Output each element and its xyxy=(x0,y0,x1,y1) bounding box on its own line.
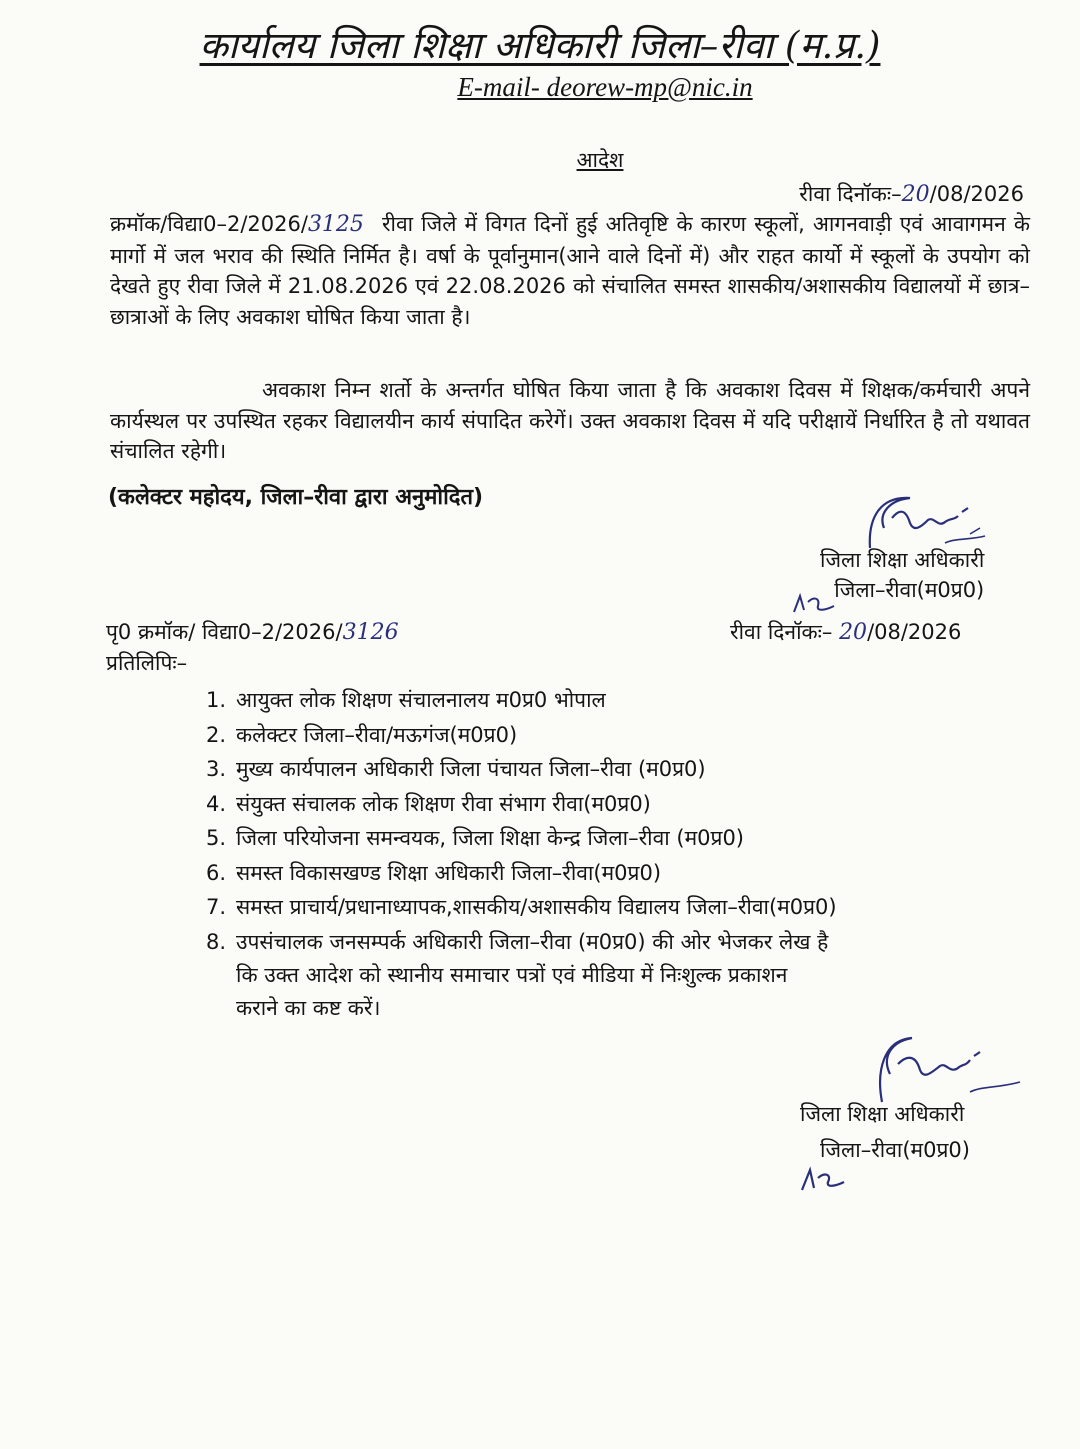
endorsement-date-rest: /08/2026 xyxy=(867,620,962,644)
order-date-rest: /08/2026 xyxy=(929,182,1024,206)
list-item-number: 8. xyxy=(206,929,227,954)
list-item-text: समस्त प्राचार्य/प्रधानाध्यापक,शासकीय/अशासकीय विद्यालय जिला–रीवा(म0प्र0) xyxy=(236,895,837,919)
copy-to-label: प्रतिलिपिः– xyxy=(106,651,188,675)
list-item xyxy=(206,718,1036,753)
order-date-prefix: रीवा दिनॉकः– xyxy=(799,182,902,206)
endorsement-ref-number-handwritten: 3126 xyxy=(342,620,399,645)
signature-1-district: जिला–रीवा(म0प्र0) xyxy=(834,578,985,602)
list-item xyxy=(206,787,1036,822)
list-item-number: 1. xyxy=(206,688,227,712)
list-item-number: 4. xyxy=(206,791,227,816)
order-date xyxy=(799,180,1024,208)
list-item xyxy=(206,856,1036,891)
list-item xyxy=(206,821,1036,856)
signature-block-2 xyxy=(800,1096,970,1168)
list-item-continuation: कराने का कष्ट करें। xyxy=(236,996,381,1020)
endorsement-date-day-handwritten: 20 xyxy=(839,620,868,645)
order-heading: आदेश xyxy=(576,148,624,172)
initials-scribble-1 xyxy=(790,588,840,618)
signature-1-designation: जिला शिक्षा अधिकारी xyxy=(820,548,985,572)
endorsement-ref-prefix: पृ0 क्रमॉक/ विद्या0–2/2026/ xyxy=(106,620,343,644)
list-item-text: संयुक्त संचालक लोक शिक्षण रीवा संभाग रीवा(म0प्र0) xyxy=(236,791,651,816)
list-item xyxy=(206,890,1036,925)
initials-scribble-2 xyxy=(798,1160,848,1196)
list-item-number: 5. xyxy=(206,826,227,850)
list-item-number: 3. xyxy=(206,757,227,781)
endorsement-reference xyxy=(106,618,399,646)
list-item xyxy=(206,683,1036,718)
order-paragraph-2: अवकाश निम्न शर्तो के अन्तर्गत घोषित किया जाता है कि अवकाश दिवस में शिक्षक/कर्मचारी अपने कार्यस्थल पर उपस्थित रहकर विद्यालयीन कार्य संपादित करेगें। उक्त अवकाश दिवस में यदि परीक्षायें निर्धारित है तो यथावत संचालित रहेगी। xyxy=(110,378,1030,463)
order-reference xyxy=(110,212,364,236)
list-item-text: उपसंचालक जनसम्पर्क अधिकारी जिला–रीवा (म0प्र0) की ओर भेजकर लेख है xyxy=(236,929,829,954)
order-ref-prefix: क्रमॉक/विद्या0–2/2026/ xyxy=(110,212,308,236)
order-paragraph-1-text: रीवा जिले में विगत दिनों हुई अतिवृष्टि के कारण स्कूलों, आगनवाड़ी एवं आवागमन के मार्गो में जल भराव की स्थिति निर्मित है। वर्षा के पूर्वानुमान(आने वाले दिनों में) और राहत कार्यो में स्कूलों के उपयोग को देखते हुए रीवा जिले में 21.08.2026 एवं 22.08.2026 को संचालित समस्त शासकीय/अशासकीय विद्यालयों में छात्र–छात्राओं के लिए अवकाश घोषित किया जाता है। xyxy=(110,212,1030,329)
order-paragraph-1 xyxy=(110,209,1030,332)
office-title: कार्यालय जिला शिक्षा अधिकारी जिला–रीवा (म.प्र.) xyxy=(199,24,881,67)
signature-2-designation: जिला शिक्षा अधिकारी xyxy=(800,1102,965,1126)
list-item-text: आयुक्त लोक शिक्षण संचालनालय म0प्र0 भोपाल xyxy=(236,688,606,712)
list-item-text: जिला परियोजना समन्वयक, जिला शिक्षा केन्द्र जिला–रीवा (म0प्र0) xyxy=(236,826,745,850)
collector-approval: (कलेक्टर महोदय, जिला–रीवा द्वारा अनुमोदित) xyxy=(108,485,484,510)
endorsement-date xyxy=(730,618,961,646)
list-item xyxy=(206,752,1036,787)
signature-2-district: जिला–रीवा(म0प्र0) xyxy=(820,1138,970,1162)
list-item-text: मुख्य कार्यपालन अधिकारी जिला पंचायत जिला–रीवा (म0प्र0) xyxy=(236,757,706,781)
list-item-continuation: कि उक्त आदेश को स्थानीय समाचार पत्रों एवं मीडिया में निःशुल्क प्रकाशन xyxy=(236,963,788,987)
endorsement-date-prefix: रीवा दिनॉकः– xyxy=(730,620,840,644)
signature-block-1 xyxy=(820,545,984,605)
recipient-list xyxy=(206,683,1036,1025)
list-item-text: समस्त विकासखण्ड शिक्षा अधिकारी जिला–रीवा(म0प्र0) xyxy=(236,860,662,885)
list-item-number: 7. xyxy=(206,895,227,919)
list-item-number: 6. xyxy=(206,860,227,885)
office-email: E-mail- deorew-mp@nic.in xyxy=(457,72,753,102)
list-item xyxy=(206,925,1036,1026)
order-ref-number-handwritten: 3125 xyxy=(307,212,364,237)
list-item-text: कलेक्टर जिला–रीवा/मऊगंज(म0प्र0) xyxy=(236,722,518,747)
order-date-day-handwritten: 20 xyxy=(901,182,930,207)
list-item-number: 2. xyxy=(206,722,227,747)
